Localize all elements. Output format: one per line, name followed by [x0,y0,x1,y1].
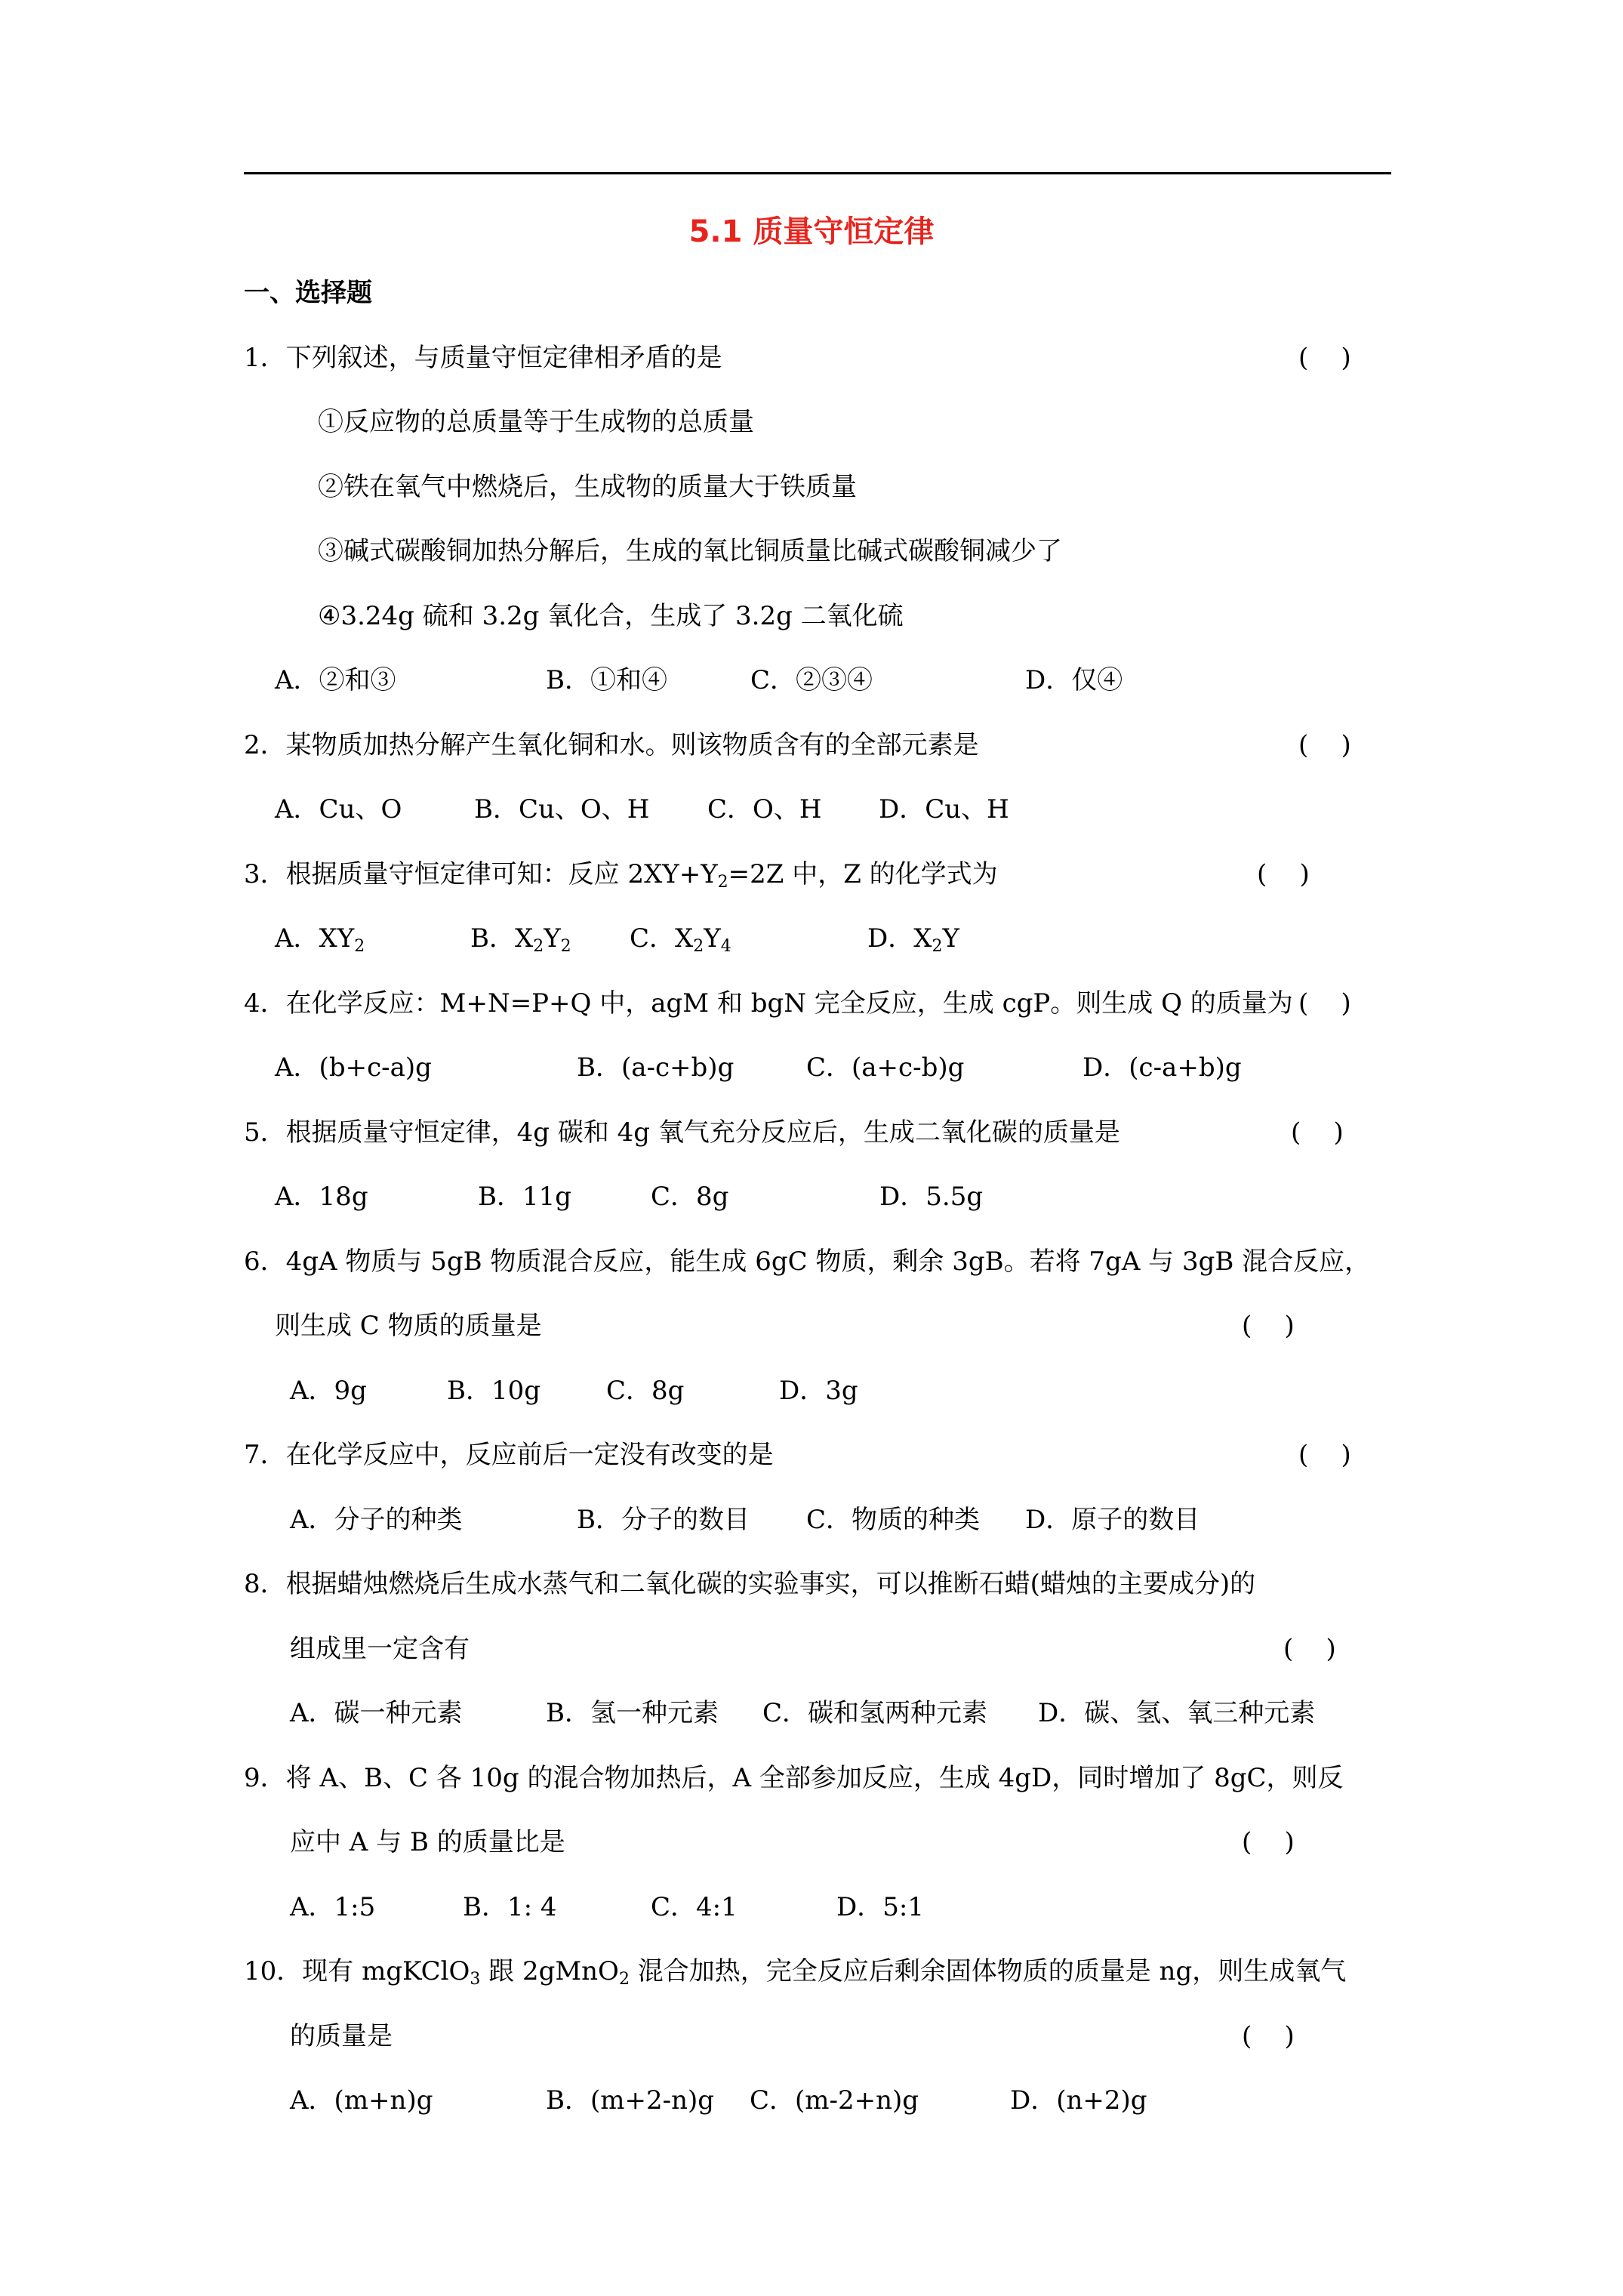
q7-option-b: B．分子的数目 [577,1505,750,1535]
q8-option-c: C．碳和氢两种元素 [762,1698,988,1728]
q5-option-c: C．8g [651,1182,729,1212]
q4-option-b: B．(a-c+b)g [577,1052,735,1083]
q8-option-d: D．碳、氢、氧三种元素 [1038,1698,1316,1728]
q6-option-b: B．10g [447,1376,541,1406]
q1-option-d: D．仅④ [1025,665,1123,695]
q9-option-a: A．1:5 [290,1892,376,1922]
statement-2: ②铁在氧气中燃烧后，生成物的质量大于铁质量 [318,472,857,502]
q3-option-a: A．$XY_2$ [275,923,365,956]
question-4: 4．在化学反应：M+N=P+Q 中，agM 和 bgN 完全反应，生成 cgP。则生成 Q 的质量为 [244,988,1293,1019]
q10-option-c: C．(m-2+n)g [750,2085,919,2116]
q1-option-b: B．①和④ [546,665,667,695]
q5-option-d: D．5.5g [879,1182,984,1212]
q2-option-a: A．Cu、O [275,794,402,824]
question-7: 7．在化学反应中，反应前后一定没有改变的是 [244,1440,774,1470]
q2-option-c: C．O、H [707,794,822,824]
question-9-continued: 应中 A 与 B 的质量比是 [290,1827,565,1857]
q10-option-a: A．(m+n)g [290,2085,433,2116]
q5-option-a: A．18g [275,1182,368,1212]
answer-blank-5: ( ) [1291,1117,1344,1148]
statement-1: ①反应物的总质量等于生成物的总质量 [318,407,754,437]
q1-option-c: C．②③④ [750,665,873,695]
page-title: 5.1 质量守恒定律 [688,214,935,249]
q9-option-c: C．4:1 [651,1892,738,1922]
q9-option-d: D．5:1 [836,1892,924,1922]
answer-blank-8: ( ) [1283,1634,1336,1664]
question-8-continued: 组成里一定含有 [290,1634,470,1664]
q4-option-a: A．(b+c-a)g [275,1052,432,1083]
question-10: 10．现有 mgKClO$_3$ 跟 2gMnO$_2$ 混合加热，完全反应后剩余固体物质的质量是 ng，则生成氧气 [244,1956,1347,1989]
q3-option-c: C．$X_2Y_4$ [630,923,731,956]
question-5: 5．根据质量守恒定律，4g 碳和 4g 氧气充分反应后，生成二氧化碳的质量是 [244,1117,1120,1148]
q8-option-a: A．碳一种元素 [290,1698,463,1728]
statement-3: ③碱式碳酸铜加热分解后，生成的氧比铜质量比碱式碳酸铜减少了 [318,536,1062,566]
q2-option-d: D．Cu、H [879,794,1009,824]
q4-option-d: D．(c-a+b)g [1083,1052,1242,1083]
q10-option-d: D．(n+2)g [1010,2085,1147,2116]
answer-blank-4: ( ) [1298,988,1351,1019]
question-6-continued: 则生成 C 物质的质量是 [275,1311,542,1341]
q3-option-d: D．$X_2Y$ [867,923,959,956]
section-heading: 一、选择题 [244,278,372,308]
answer-blank-7: ( ) [1298,1440,1351,1470]
question-8: 8．根据蜡烛燃烧后生成水蒸气和二氧化碳的实验事实，可以推断石蜡(蜡烛的主要成分)的 [244,1569,1256,1599]
q2-option-b: B．Cu、O、H [474,794,650,824]
q3-option-b: B．$X_2Y_2$ [470,923,571,956]
header-rule [244,172,1391,174]
q8-option-b: B．氢一种元素 [546,1698,719,1728]
question-9: 9．将 A、B、C 各 10g 的混合物加热后，A 全部参加反应，生成 4gD，同时增加了 8gC，则反 [244,1763,1344,1793]
q6-option-d: D．3g [779,1376,858,1406]
statement-4: ④3.24g 硫和 3.2g 氧化合，生成了 3.2g 二氧化硫 [318,601,904,631]
answer-blank-2: ( ) [1298,730,1351,760]
q6-option-a: A．9g [290,1376,367,1406]
question-6: 6．4gA 物质与 5gB 物质混合反应，能生成 6gC 物质，剩余 3gB。若将 7gA 与 3gB 混合反应， [244,1247,1371,1277]
q4-option-c: C．(a+c-b)g [806,1052,965,1083]
answer-blank-9: ( ) [1242,1827,1295,1857]
q6-option-c: C．8g [606,1376,685,1406]
question-2: 2．某物质加热分解产生氧化铜和水。则该物质含有的全部元素是 [244,730,979,760]
q7-option-d: D．原子的数目 [1025,1505,1200,1535]
question-1: 1．下列叙述，与质量守恒定律相矛盾的是 [244,343,722,373]
q9-option-b: B．1: 4 [463,1892,557,1922]
q7-option-c: C．物质的种类 [806,1505,981,1535]
q10-option-b: B．(m+2-n)g [546,2085,715,2116]
answer-blank-6: ( ) [1242,1311,1295,1341]
question-10-continued: 的质量是 [290,2021,393,2051]
q1-option-a: A．②和③ [275,665,396,695]
answer-blank-3: ( ) [1257,859,1310,889]
q7-option-a: A．分子的种类 [290,1505,463,1535]
q5-option-b: B．11g [478,1182,572,1212]
question-3: 3．根据质量守恒定律可知：反应 $2XY+Y_2=2Z$ 中，Z 的化学式为 [244,859,998,892]
answer-blank-10: ( ) [1242,2021,1295,2051]
answer-blank-1: ( ) [1298,343,1351,373]
